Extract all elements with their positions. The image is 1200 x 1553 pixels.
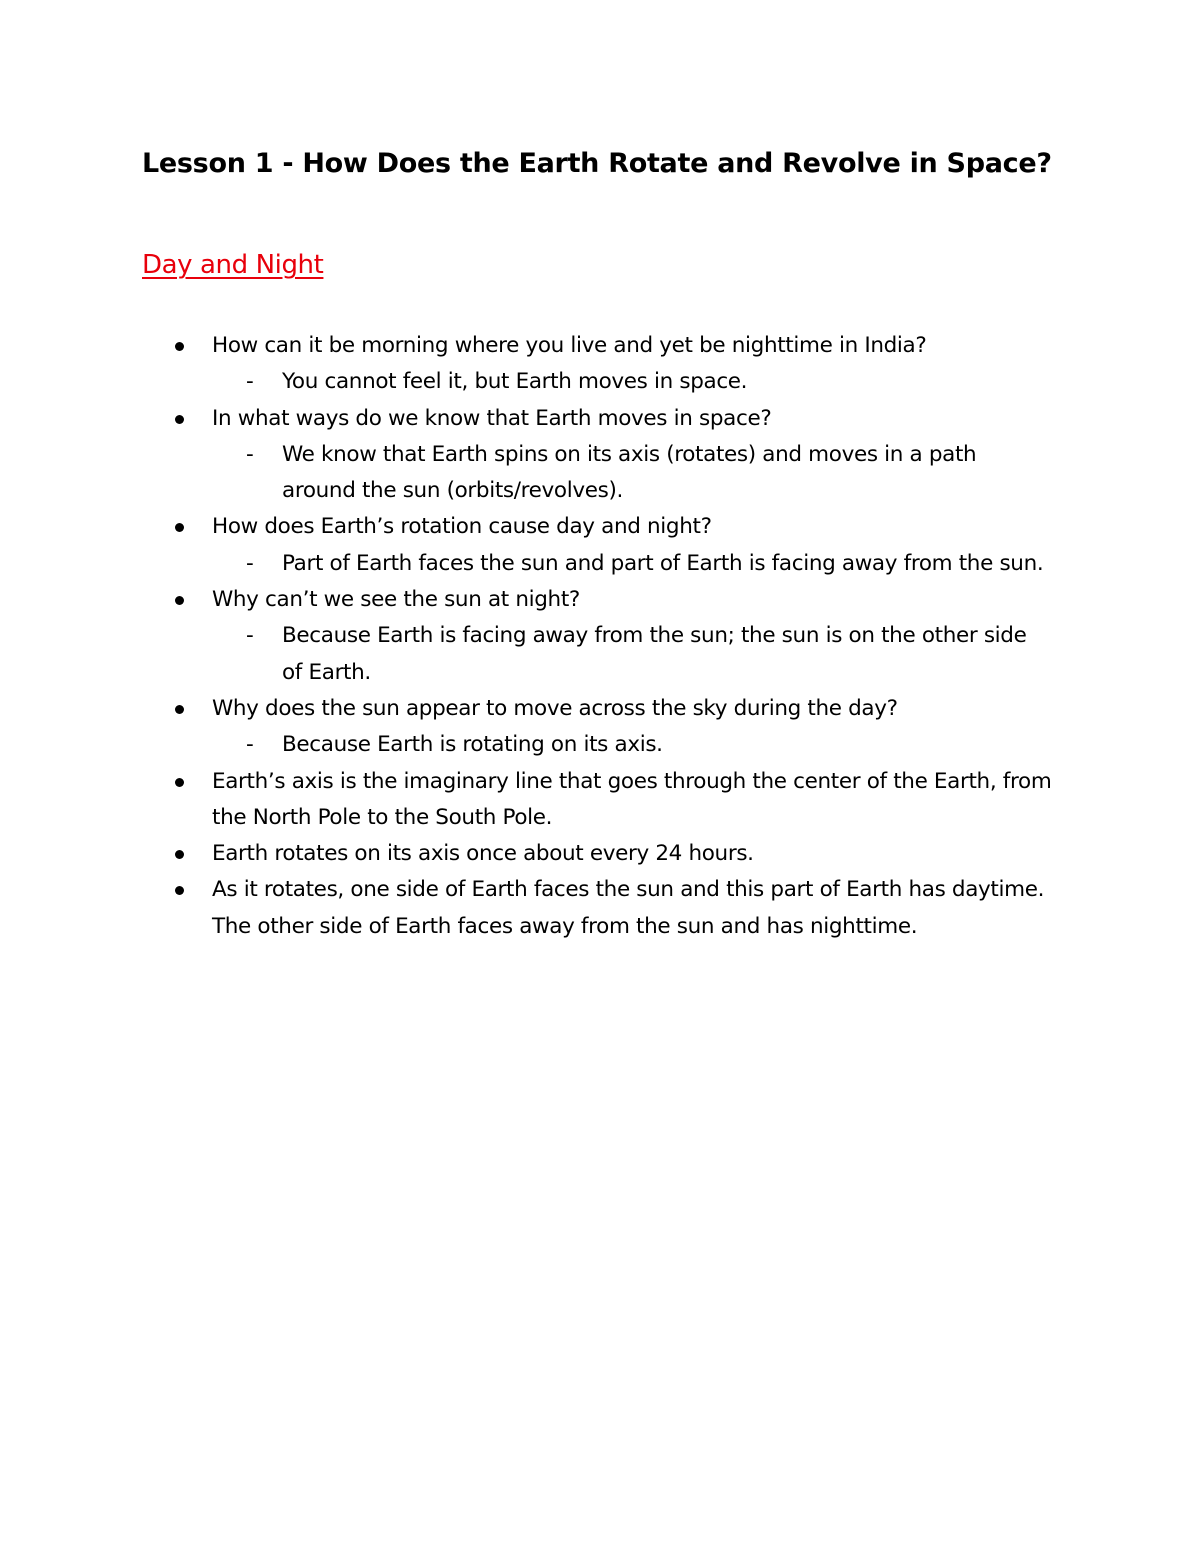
bullet-line bbox=[0, 764, 1052, 837]
dash-icon: - bbox=[246, 623, 254, 649]
question-text: How can it be morning where you live and yet be nighttime in India? bbox=[212, 333, 927, 358]
bullet-icon bbox=[175, 850, 184, 859]
dash-icon: - bbox=[246, 441, 254, 467]
fact-text: As it rotates, one side of Earth faces the sun and this part of Earth has daytime. The other side of Earth faces away from the sun and has nighttime. bbox=[212, 877, 1045, 939]
answer-line bbox=[0, 437, 1052, 510]
question-text: How does Earth’s rotation cause day and night? bbox=[212, 514, 712, 540]
list-item bbox=[0, 872, 1200, 945]
dash-icon: - bbox=[246, 369, 254, 395]
bullet-line bbox=[0, 582, 1052, 618]
list-item bbox=[0, 764, 1200, 837]
fact-text: Earth’s axis is the imaginary line that goes through the center of the Earth, from the North Pole to the South Pole. bbox=[212, 768, 1052, 830]
list-item bbox=[0, 509, 1200, 582]
bullet-list bbox=[0, 328, 1200, 945]
bullet-line bbox=[0, 691, 1052, 727]
bullet-line bbox=[0, 872, 1052, 945]
list-item bbox=[0, 836, 1200, 872]
answer-line bbox=[0, 546, 1052, 582]
question-text: In what ways do we know that Earth moves in space? bbox=[212, 405, 772, 431]
bullet-icon bbox=[175, 886, 184, 895]
list-item bbox=[0, 401, 1200, 510]
answer-line bbox=[0, 727, 1052, 763]
list-item bbox=[0, 691, 1200, 764]
answer-text: Part of Earth faces the sun and part of Earth is facing away from the sun. bbox=[282, 550, 1044, 576]
question-text: Why can’t we see the sun at night? bbox=[212, 587, 580, 613]
answer-text: We know that Earth spins on its axis (rotates) and moves in a path around the sun (orbits/revolves). bbox=[282, 441, 977, 504]
list-item bbox=[0, 582, 1200, 691]
answer-line bbox=[0, 618, 1052, 691]
bullet-icon bbox=[175, 778, 184, 787]
bullet-line bbox=[0, 328, 1052, 364]
answer-text: You cannot feel it, but Earth moves in space. bbox=[282, 369, 748, 395]
lesson-title: Lesson 1 - How Does the Earth Rotate and Revolve in Space? bbox=[142, 148, 1052, 179]
bullet-line bbox=[0, 401, 1052, 437]
fact-text: Earth rotates on its axis once about every 24 hours. bbox=[212, 841, 754, 867]
bullet-icon bbox=[175, 523, 184, 532]
dash-icon: - bbox=[246, 732, 254, 758]
answer-line bbox=[0, 364, 1052, 400]
bullet-line bbox=[0, 836, 1052, 872]
bullet-line bbox=[0, 509, 1052, 545]
bullet-icon bbox=[175, 705, 184, 714]
bullet-icon bbox=[175, 596, 184, 605]
list-item bbox=[0, 328, 1200, 401]
bullet-icon bbox=[175, 342, 184, 351]
dash-icon: - bbox=[246, 550, 254, 576]
bullet-icon bbox=[175, 415, 184, 424]
answer-text: Because Earth is rotating on its axis. bbox=[282, 732, 663, 758]
question-text: Why does the sun appear to move across the sky during the day? bbox=[212, 695, 898, 721]
answer-text: Because Earth is facing away from the sun; the sun is on the other side of Earth. bbox=[282, 623, 1027, 685]
section-heading-day-and-night: Day and Night bbox=[142, 250, 324, 280]
